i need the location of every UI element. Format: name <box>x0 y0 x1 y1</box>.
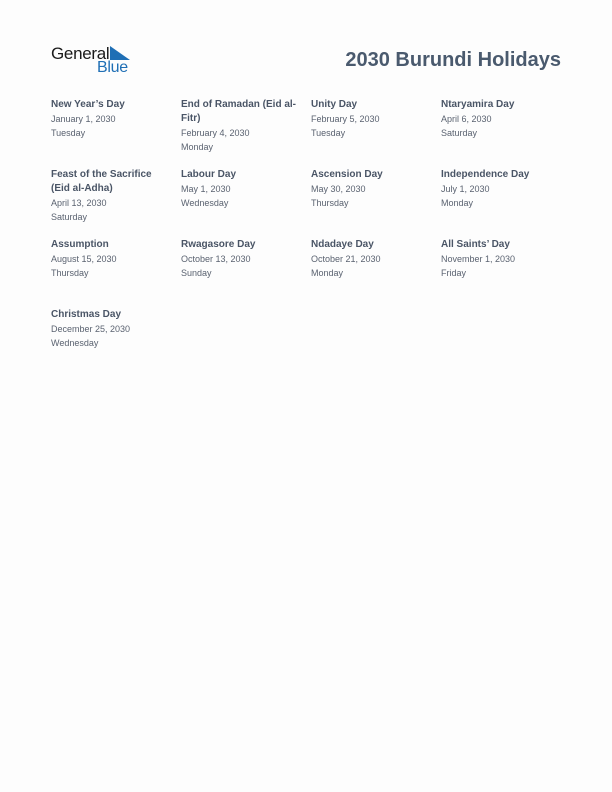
holiday-name: Rwagasore Day <box>181 239 256 250</box>
holiday-weekday: Wednesday <box>51 338 99 348</box>
holiday-item <box>311 238 441 308</box>
holiday-name: Unity Day <box>311 99 358 110</box>
holiday-weekday: Thursday <box>311 198 349 208</box>
holiday-item <box>51 168 181 238</box>
holiday-item <box>181 98 311 168</box>
holiday-item <box>441 238 571 308</box>
holiday-item <box>441 168 571 238</box>
holiday-name: All Saints’ Day <box>441 239 510 250</box>
holiday-name: End of Ramadan (Eid al-Fitr) <box>181 99 297 124</box>
holiday-item <box>311 168 441 238</box>
holiday-date: April 13, 2030 <box>51 198 107 208</box>
logo-triangle-icon <box>110 46 130 60</box>
holiday-name: Assumption <box>51 239 109 250</box>
holiday-item <box>51 308 181 378</box>
holiday-grid <box>51 98 571 378</box>
holiday-item <box>51 98 181 168</box>
holiday-weekday: Monday <box>181 142 214 152</box>
holiday-date: May 1, 2030 <box>181 184 231 194</box>
holiday-weekday: Monday <box>311 268 344 278</box>
holiday-date: August 15, 2030 <box>51 254 117 264</box>
holiday-weekday: Saturday <box>441 128 478 138</box>
page-title: 2030 Burundi Holidays <box>345 49 561 71</box>
holiday-date: February 4, 2030 <box>181 128 250 138</box>
holiday-weekday: Sunday <box>181 268 212 278</box>
holiday-date: October 13, 2030 <box>181 254 251 264</box>
holiday-name: Feast of the Sacrifice (Eid al-Adha) <box>51 169 152 194</box>
holiday-date: April 6, 2030 <box>441 114 492 124</box>
holiday-item <box>311 98 441 168</box>
holiday-name: Ndadaye Day <box>311 239 374 250</box>
holiday-name: New Year’s Day <box>51 99 125 110</box>
holiday-date: December 25, 2030 <box>51 324 131 334</box>
holiday-date: October 21, 2030 <box>311 254 381 264</box>
holiday-weekday: Thursday <box>51 268 89 278</box>
logo-text-blue: Blue <box>97 59 128 76</box>
holiday-name: Independence Day <box>441 169 530 180</box>
holiday-date: November 1, 2030 <box>441 254 516 264</box>
logo-text-general: General <box>51 44 110 63</box>
holiday-weekday: Tuesday <box>311 128 346 138</box>
holiday-weekday: Tuesday <box>51 128 86 138</box>
holiday-date: January 1, 2030 <box>51 114 116 124</box>
holiday-weekday: Saturday <box>51 212 88 222</box>
holiday-date: May 30, 2030 <box>311 184 366 194</box>
holiday-name: Christmas Day <box>51 309 122 320</box>
generalblue-logo <box>51 44 133 78</box>
holiday-item <box>181 238 311 308</box>
holiday-date: February 5, 2030 <box>311 114 380 124</box>
holiday-weekday: Wednesday <box>181 198 229 208</box>
holiday-name: Ntaryamira Day <box>441 99 515 110</box>
holiday-weekday: Friday <box>441 268 467 278</box>
holiday-name: Ascension Day <box>311 169 383 180</box>
holiday-item <box>51 238 181 308</box>
holiday-weekday: Monday <box>441 198 474 208</box>
holiday-date: July 1, 2030 <box>441 184 490 194</box>
holiday-item <box>441 98 571 168</box>
holiday-name: Labour Day <box>181 169 237 180</box>
holiday-item <box>181 168 311 238</box>
